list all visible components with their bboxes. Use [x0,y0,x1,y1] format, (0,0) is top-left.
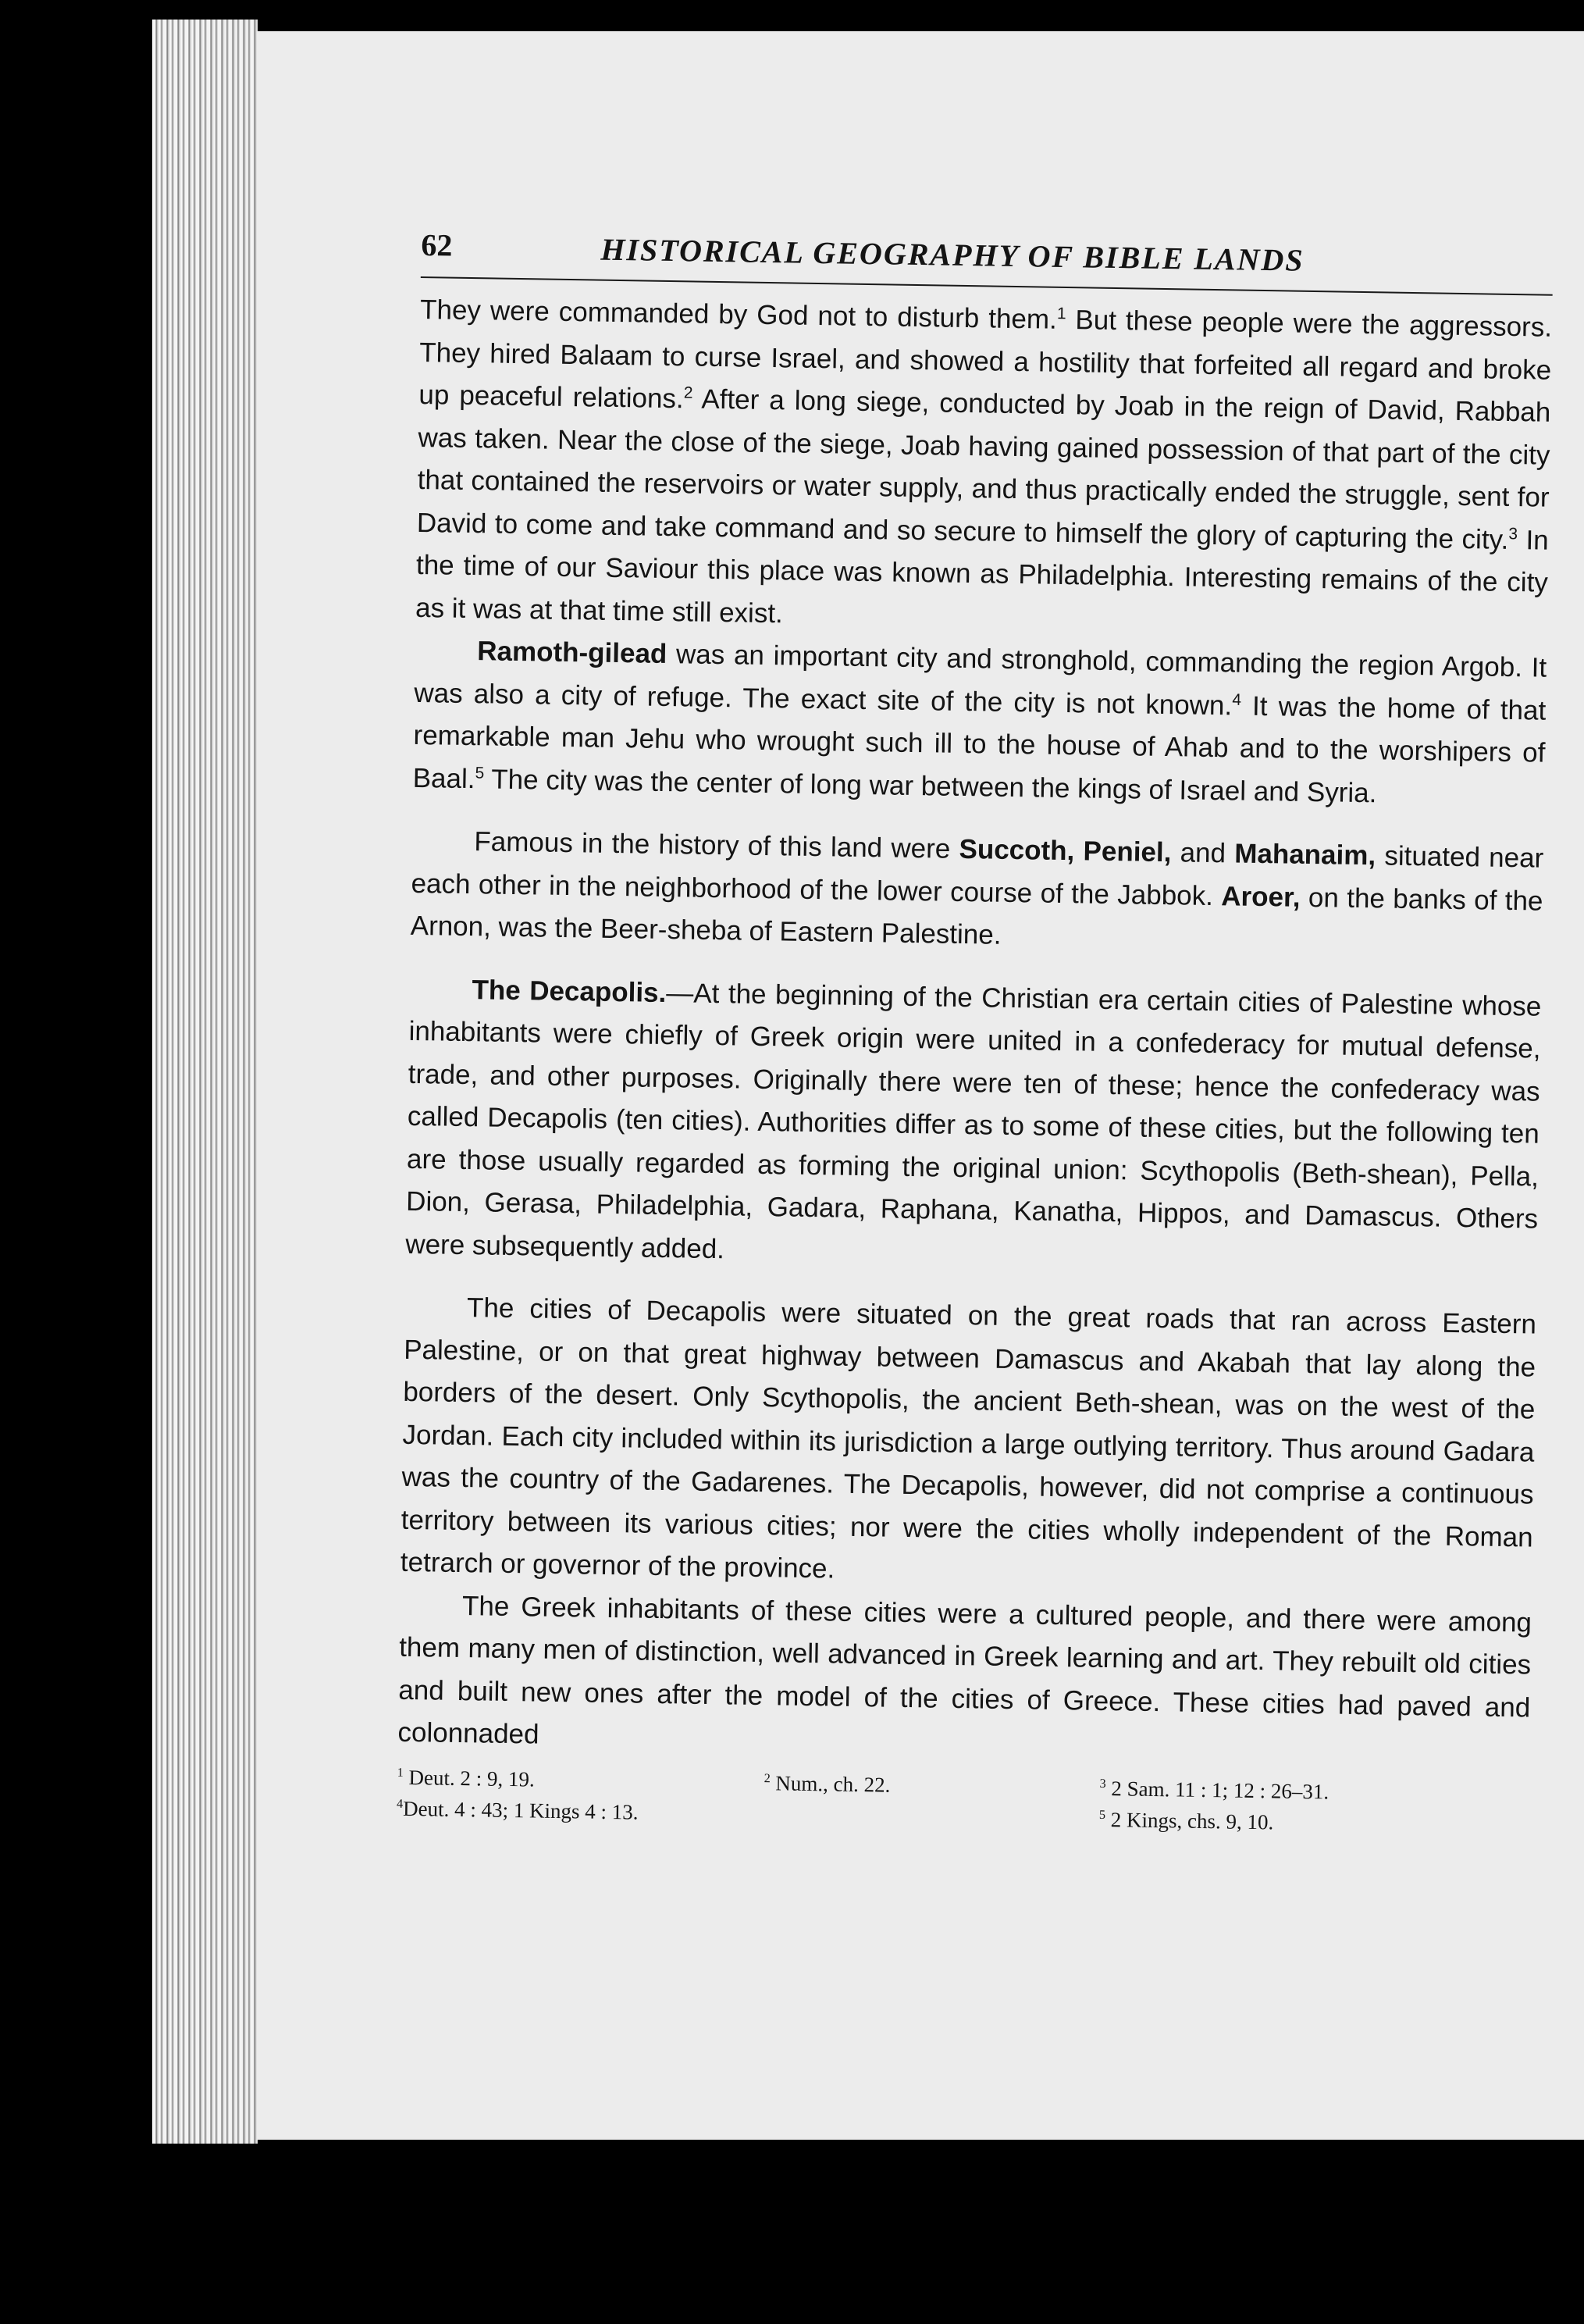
page-number: 62 [421,226,453,263]
text-run: After a long siege, conducted by Joab in the reign of David, Rabbah was taken. Near the close of the siege, Joab having gained possession of that part of the city that contained the reservoirs or water supply, and thus practically ended the struggle, sent for David to come and take command and so secure to himself the glory of capturing the city. [416,383,1551,555]
text-run: They were commanded by God not to disturb them. [419,294,1058,335]
footnote-text: 2 Sam. 11 : 1; 12 : 26–31. [1105,1776,1329,1804]
body-text [397,289,1552,1772]
text-run: But these people were the aggressors. They hired Balaam to curse Israel, and showed a hostility that forfeited all regard and broke up peaceful relations. [418,304,1553,415]
bold-term: Aroer, [1221,880,1301,913]
bold-term: Succoth, Peniel, [959,833,1172,868]
footnote-text: Deut. 4 : 43; 1 Kings 4 : 13. [402,1796,639,1824]
bold-term: Mahanaim, [1233,838,1376,872]
footnote-ref: 4 [1232,690,1242,709]
footnote-spacer [764,1801,1099,1833]
bold-term: The Decapolis. [472,974,667,1008]
text-run: was an important city and stronghold, commanding the region Argob. It was also a city of refuge. The exact site of the city is not known. [414,639,1547,721]
footnote-text: Num., ch. 22. [770,1770,891,1797]
footnote-mark: 3 [1099,1776,1106,1791]
running-title: HISTORICAL GEOGRAPHY OF BIBLE LANDS [600,231,1305,278]
footnote-mark: 2 [764,1770,771,1785]
text-run: on the banks of the Arnon, was the Beer-sheba of Eastern Palestine. [410,882,1543,950]
footnote [764,1770,1099,1802]
footnote-ref: 1 [1056,305,1066,323]
footnote-ref: 3 [1508,524,1518,543]
book-binding-edge [152,20,258,2144]
footnote-text: Deut. 2 : 9, 19. [403,1765,535,1791]
footnote-ref: 2 [683,383,693,402]
paragraph-rabbah [415,289,1553,647]
text-run: —At the beginning of the Christian era certain cities of Palestine whose inhabitants were chiefly of Greek origin were united in a confederacy for mutual defense, trade, and other purposes. Originally there were ten of these; hence the confederacy was called Decapolis (ten cities). Authorities differ as to some of these cities, but the following ten are those usually regarded as forming the original union: Scythopolis (Beth-shean), Pella, Dion, Gerasa, Philadelphia, Gadara, Raphana, Kanatha, Hippos, and Damascus. Others were subsequently added. [405,977,1542,1264]
paragraph-decapolis [405,968,1542,1283]
footnote-mark: 5 [1098,1807,1106,1822]
bold-term: Ramoth-gilead [477,636,667,670]
text-run: situated near each other in the neighborhood of the lower course of the Jabbok. [411,840,1544,911]
text-run: It was the home of that remarkable man Jehu who wrought such ill to the house of Ahab and to the worshipers of Baal. [412,690,1547,794]
footnote [397,1763,764,1795]
paragraph-ramoth-gilead [412,629,1547,818]
text-run: Famous in the history of this land were [474,826,959,864]
paragraph-succoth [410,820,1543,965]
paragraph-decapolis-roads: The cities of Decapolis were situated on the great roads that ran across Eastern Palestine, or on that great highway between Damascus and Akabah that lay along the borders of the desert. Only Scythopolis, the ancient Beth-shean, was on the west of the Jordan. Each city included within its jurisdiction a large outlying territory. Thus around Gadara was the country of the Gadarenes. The Decapolis, however, did not comprise a continuous territory between its various cities; nor were the cities wholly independent of the Roman tetrarch or governor of the province. [400,1292,1537,1584]
text-run: In the time of our Saviour this place was known as Philadelphia. Interesting remains of the city as it was at that time still exist. [415,524,1550,629]
footnote-ref: 5 [475,764,485,782]
page-content [397,219,1554,1839]
footnote-mark: 1 [397,1765,404,1780]
text-run: The city was the center of long war between the kings of Israel and Syria. [483,763,1377,808]
footnote-mark: 4 [396,1796,404,1811]
footnote-text: 2 Kings, chs. 9, 10. [1105,1807,1274,1834]
footnote [1099,1774,1529,1808]
paragraph-greek-inhabitants: The Greek inhabitants of these cities were a cultured people, and there were among them many men of distinction, well advanced in Greek learning and art. They rebuilt old cities and built new ones after the model of the cities of Greece. These cities had paved and colonnaded [397,1590,1532,1750]
text-run: and [1171,837,1235,869]
